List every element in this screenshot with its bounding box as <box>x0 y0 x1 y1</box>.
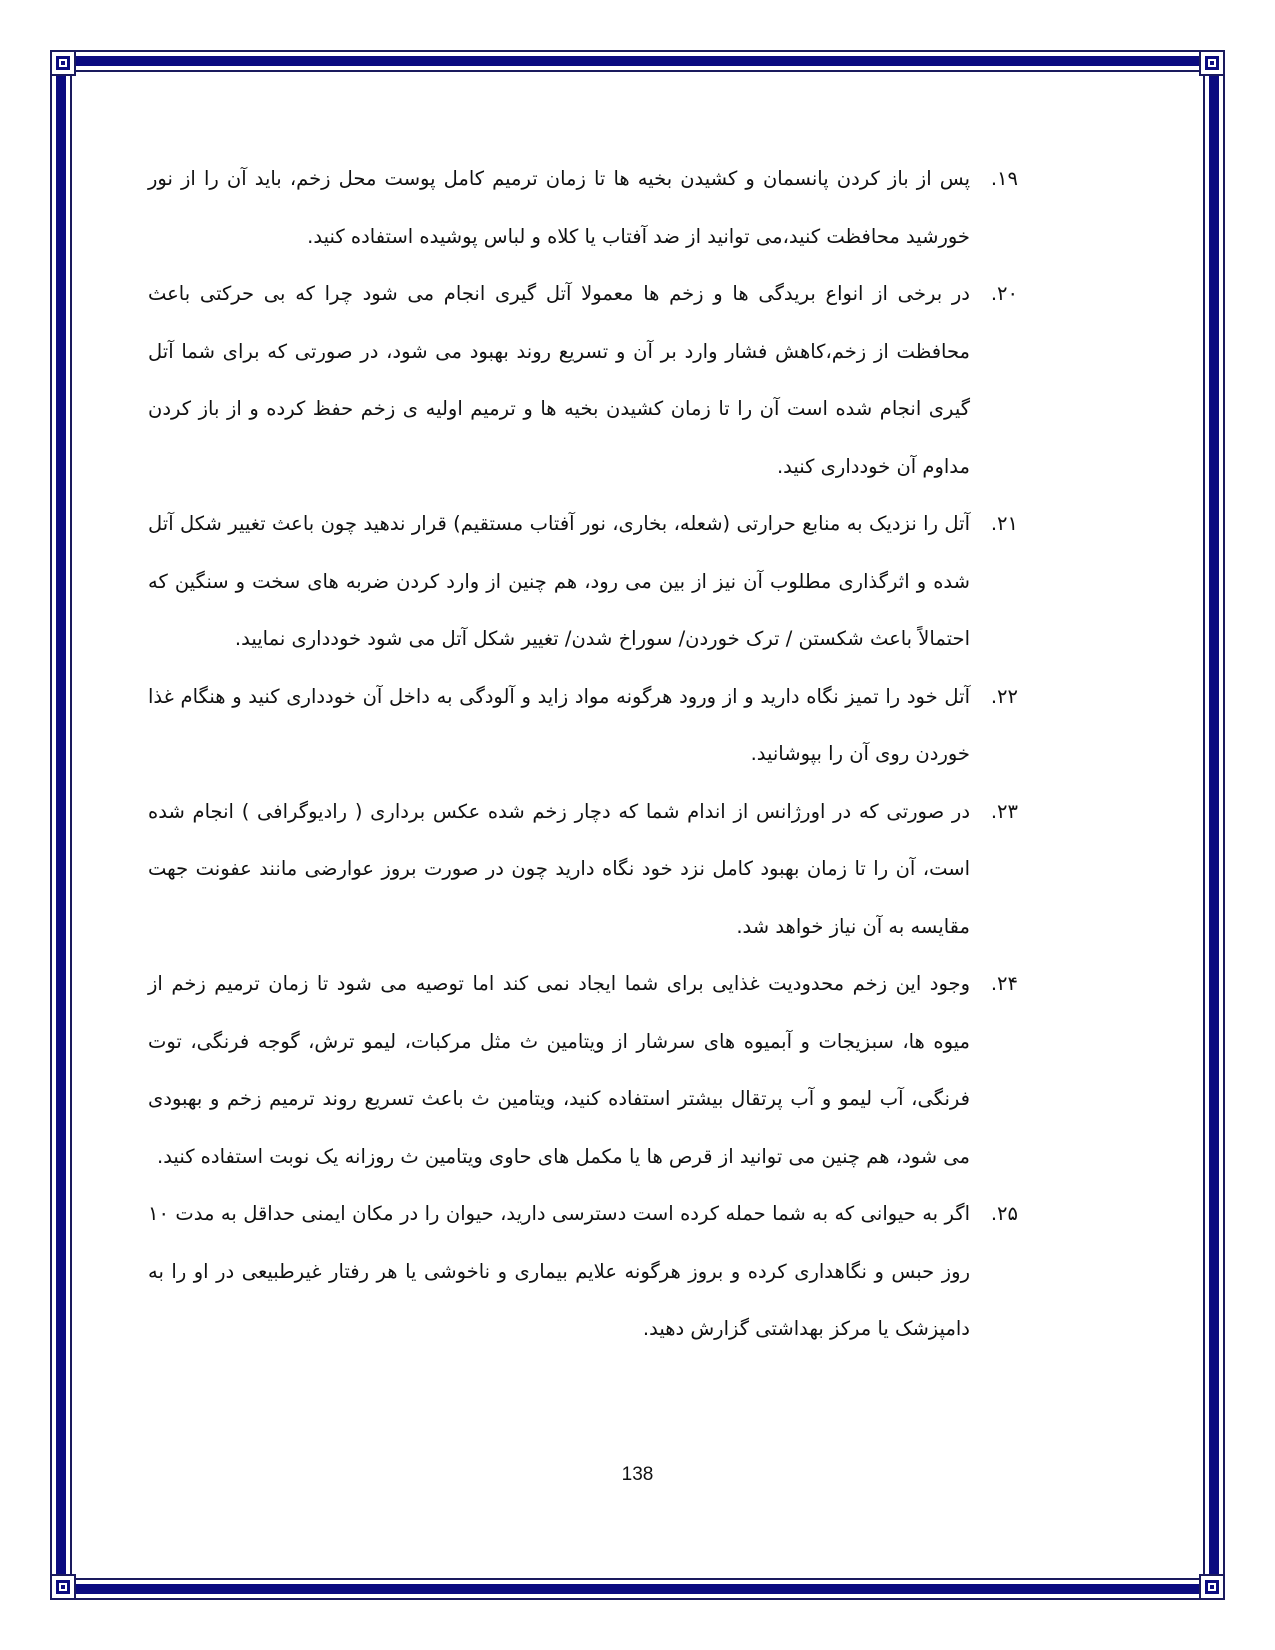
list-item-number: ۲۴. <box>990 972 1018 995</box>
list-item-number: ۲۳. <box>990 799 1018 823</box>
page-number: 138 <box>621 1464 654 1485</box>
border-corner-ornament-top-right <box>1197 48 1227 78</box>
list-item-text: اگر به حیوانی که به شما حمله کرده است دسترسی دارید، حیوان را در مکان ایمنی حداقل به مدت ۱۰ روز حبس و نگاهداری کرده و بروز هرگونه علایم بیماری و ناخوشی یا هر رفتار غیرطبیعی در او را به دامپزشک یا مرکز بهداشتی گزارش دهید. <box>148 1202 970 1340</box>
list-item-text: در برخی از انواع بریدگی ها و زخم ها معمولا آتل گیری انجام می شود چرا که بی حرکتی باعث محافظت از زخم،کاهش فشار وارد بر آن و تسریع روند بهبود می شود، در صورتی که برای شما آتل گیری انجام شده است آن را تا زمان کشیدن بخیه ها و ترمیم اولیه ی زخم حفظ کرده و از باز کردن مداوم آن خودداری کنید. <box>148 282 970 478</box>
border-corner-ornament-bottom-right <box>1197 1572 1227 1602</box>
list-item-text: پس از باز کردن پانسمان و کشیدن بخیه ها تا زمان ترمیم کامل پوست محل زخم، باید آن را از نور خورشید محافظت کنید،می توانید از ضد آفتاب یا کلاه و لباس پوشیده استفاده کنید. <box>148 167 970 248</box>
list-item-text: وجود این زخم محدودیت غذایی برای شما ایجاد نمی کند اما توصیه می شود تا زمان ترمیم زخم از میوه ها، سبزیجات و آبمیوه های سرشار از ویتامین ث مثل مرکبات، لیمو ترش، گوجه فرنگی، توت فرنگی، آب لیمو و آب پرتقال بیشتر استفاده کنید، ویتامین ث باعث تسریع روند ترمیم زخم و بهبودی می شود، هم چنین می توانید از قرص ها یا مکمل های حاوی ویتامین ث روزانه یک نوبت استفاده کنید. <box>148 972 970 1168</box>
list-item-22 <box>148 668 1018 783</box>
list-item-25 <box>148 1185 1018 1358</box>
border-corner-ornament-top-left <box>48 48 78 78</box>
list-item-number: ۲۱. <box>990 512 1018 535</box>
list-item-text: آتل خود را تمیز نگاه دارید و از ورود هرگونه مواد زاید و آلودگی به داخل آن خودداری کنید و هنگام غذا خوردن روی آن را بپوشانید. <box>148 684 970 765</box>
list-item-text: در صورتی که در اورژانس از اندام شما که دچار زخم شده عکس برداری ( رادیوگرافی ) انجام شده است، آن را تا زمان بهبود کامل نزد خود نگاه دارید چون در صورت بروز عوارضی مانند عفونت جهت مقایسه به آن نیاز خواهد شد. <box>148 799 970 938</box>
list-item-number: ۲۲. <box>990 684 1018 708</box>
list-item-20 <box>148 265 1018 495</box>
list-item-21 <box>148 495 1018 668</box>
border-corner-ornament-bottom-left <box>48 1572 78 1602</box>
list-item-19 <box>148 150 1018 265</box>
list-item-number: ۱۹. <box>990 167 1018 190</box>
list-item-number: ۲۵. <box>990 1202 1018 1225</box>
list-item-number: ۲۰. <box>990 282 1018 305</box>
list-item-23 <box>148 783 1018 956</box>
list-item-text: آتل را نزدیک به منابع حرارتی (شعله، بخاری، نور آفتاب مستقیم) قرار ندهید چون باعث تغییر شکل آتل شده و اثرگذاری مطلوب آن نیز از بین می رود، هم چنین از وارد کردن ضربه های سخت و سنگین که احتمالاً باعث شکستن / ترک خوردن/ سوراخ شدن/ تغییر شکل آتل می شود خودداری نمایید. <box>148 512 970 650</box>
numbered-list <box>148 150 1018 1358</box>
list-item-24 <box>148 955 1018 1185</box>
